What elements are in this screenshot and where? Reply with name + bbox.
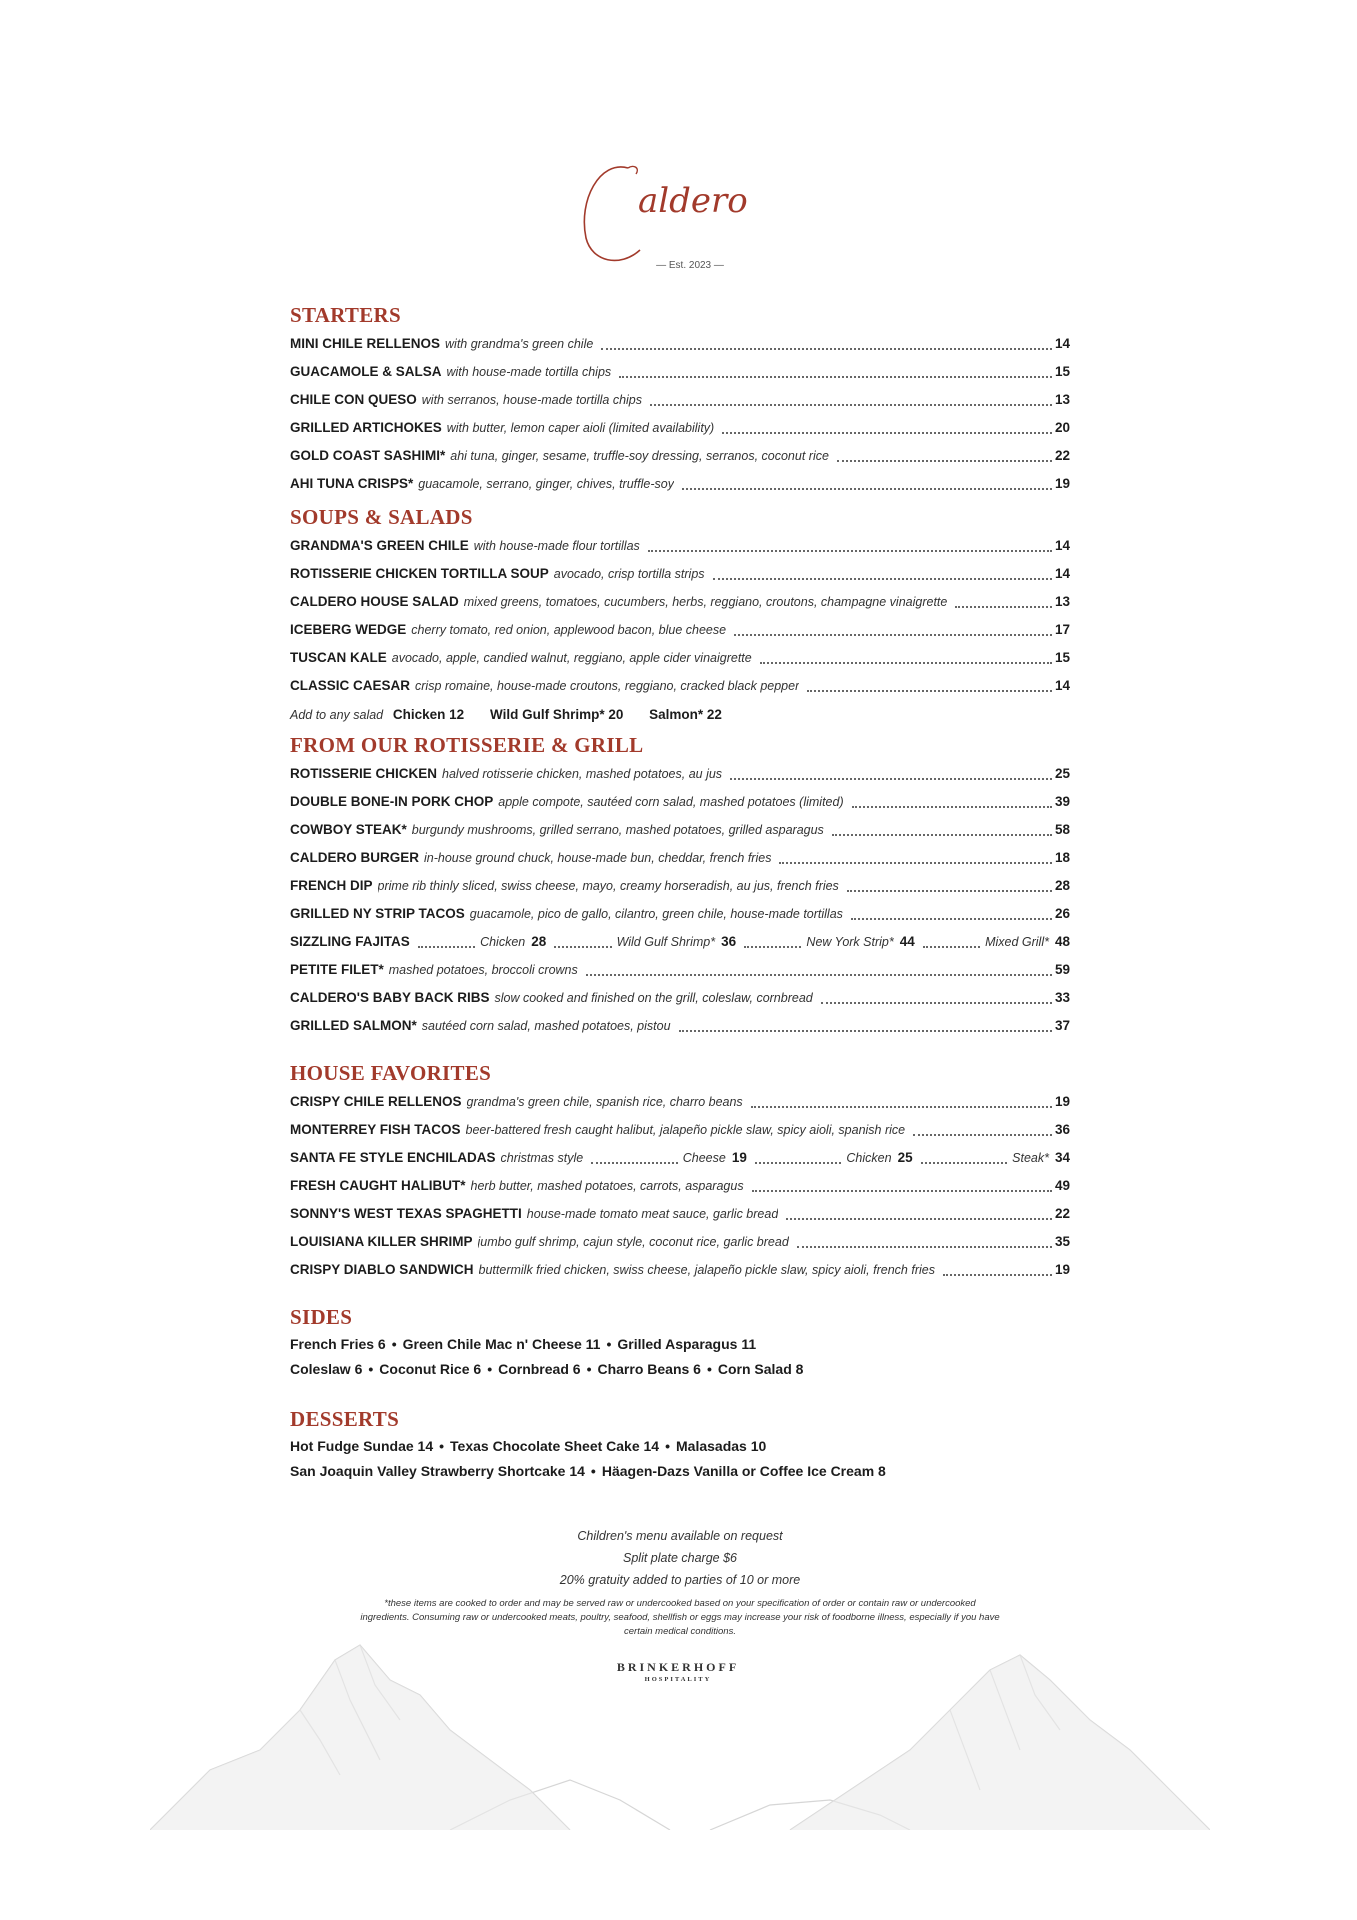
item-name: ICEBERG WEDGE: [290, 622, 407, 637]
menu-item: [290, 816, 1070, 844]
item-description: jumbo gulf shrimp, cajun style, coconut rice, garlic bread: [477, 1235, 789, 1249]
item-options: [410, 928, 1070, 956]
item-name: GRILLED SALMON*: [290, 1018, 417, 1033]
addon-option: Wild Gulf Shrimp* 20: [489, 707, 624, 722]
item-price: 20: [1054, 420, 1070, 435]
menu-item: [290, 644, 1070, 672]
leader-dots: [821, 1002, 1052, 1004]
option-price: 48: [1054, 934, 1070, 949]
leader-dots: [837, 460, 1052, 462]
leader-dots: [679, 1030, 1052, 1032]
brand-sub: HOSPITALITY: [644, 1676, 712, 1683]
item-option: [915, 928, 1070, 956]
item-name: LOUISIANA KILLER SHRIMP: [290, 1234, 473, 1249]
addon-option: Chicken 12: [392, 707, 465, 722]
item-name: TUSCAN KALE: [290, 650, 387, 665]
bullet-separator: •: [391, 1336, 397, 1352]
menu-item: [290, 442, 1070, 470]
menu-item: [290, 560, 1070, 588]
menu-item: [290, 330, 1070, 358]
section-title-house-favorites: HOUSE FAVORITES: [290, 1061, 492, 1085]
menu-item: [290, 788, 1070, 816]
item-description: mashed potatoes, broccoli crowns: [388, 963, 578, 977]
item-description: beer-battered fresh caught halibut, jalapeño pickle slaw, spicy aioli, spanish rice: [465, 1123, 906, 1137]
option-price: 34: [1054, 1150, 1071, 1165]
menu-item: [290, 532, 1070, 560]
menu-item: [290, 928, 1070, 956]
item-price: 28: [1054, 878, 1070, 893]
item-price: 19: [1054, 1262, 1070, 1277]
menu-item: [290, 1012, 1070, 1040]
menu-item: [290, 672, 1070, 700]
menu-item: [290, 414, 1070, 442]
option-price: 36: [721, 934, 737, 949]
menu-item: [290, 1116, 1070, 1144]
item-name: CALDERO'S BABY BACK RIBS: [290, 990, 490, 1005]
menu-item: [290, 844, 1070, 872]
bullet-separator: •: [439, 1438, 445, 1454]
leader-dots: [797, 1246, 1052, 1248]
salad-addons: [290, 704, 1070, 730]
leader-dots: [554, 946, 611, 948]
bullet-separator: •: [487, 1361, 493, 1377]
item-name: GRILLED ARTICHOKES: [290, 420, 442, 435]
footer-line: 20% gratuity added to parties of 10 or more: [559, 1573, 801, 1587]
addon-option: Salmon* 22: [649, 707, 722, 722]
section-title-desserts: DESSERTS: [290, 1407, 400, 1431]
caldero-logo: [560, 140, 820, 280]
item-price: 39: [1054, 794, 1070, 809]
leader-dots: [648, 550, 1052, 552]
option-label: Chicken: [480, 935, 526, 949]
item-option: [913, 1144, 1070, 1172]
menu-item: [290, 1256, 1070, 1284]
footer-line: Children's menu available on request: [577, 1529, 783, 1543]
item-name: GUACAMOLE & SALSA: [290, 364, 442, 379]
item-name: COWBOY STEAK*: [290, 822, 407, 837]
option-label: Chicken: [846, 1151, 892, 1165]
option-label: Cheese: [682, 1151, 726, 1165]
menu-item: [290, 1144, 1070, 1172]
section-title-sides: SIDES: [290, 1305, 353, 1329]
item-name: FRENCH DIP: [290, 878, 373, 893]
leader-dots: [752, 1190, 1052, 1192]
item-name: CHILE CON QUESO: [290, 392, 417, 407]
item-name: MONTERREY FISH TACOS: [290, 1122, 461, 1137]
item-name: GOLD COAST SASHIMI*: [290, 448, 446, 463]
item-name: DOUBLE BONE-IN PORK CHOP: [290, 794, 494, 809]
menu-item: [290, 1172, 1070, 1200]
bullet-separator: •: [586, 1361, 592, 1377]
leader-dots: [744, 946, 801, 948]
item-name: GRANDMA'S GREEN CHILE: [290, 538, 469, 553]
leader-dots: [955, 606, 1052, 608]
menu-item: [290, 900, 1070, 928]
item-description: avocado, crisp tortilla strips: [553, 567, 705, 581]
bullet-separator: •: [368, 1361, 374, 1377]
mountains-illustration: [150, 1600, 1210, 1830]
leader-dots: [734, 634, 1052, 636]
menu-item: [290, 1200, 1070, 1228]
item-description: with house-made tortilla chips: [446, 365, 612, 379]
item-description: buttermilk fried chicken, swiss cheese, jalapeño pickle slaw, spicy aioli, french fries: [478, 1263, 935, 1277]
leader-dots: [923, 946, 980, 948]
item-name: CALDERO BURGER: [290, 850, 420, 865]
item-name: ROTISSERIE CHICKEN: [290, 766, 438, 781]
item-description: in-house ground chuck, house-made bun, cheddar, french fries: [424, 851, 772, 865]
leader-dots: [851, 918, 1052, 920]
item-description: prime rib thinly sliced, swiss cheese, mayo, creamy horseradish, au jus, french fries: [377, 879, 839, 893]
item-price: 58: [1054, 822, 1070, 837]
item-price: 35: [1054, 1234, 1070, 1249]
addon-lead: Add to any salad: [290, 708, 384, 722]
leader-dots: [619, 376, 1052, 378]
option-label: Steak*: [1012, 1151, 1049, 1165]
item-description: with butter, lemon caper aioli (limited availability): [446, 421, 715, 435]
item-description: with house-made flour tortillas: [473, 539, 640, 553]
bullet-separator: •: [665, 1438, 670, 1454]
list-entry: Charro Beans 6: [597, 1361, 701, 1377]
item-price: 14: [1054, 566, 1070, 581]
leader-dots: [730, 778, 1052, 780]
item-price: 59: [1054, 962, 1070, 977]
item-description: house-made tomato meat sauce, garlic bread: [526, 1207, 779, 1221]
item-description: sautéed corn salad, mashed potatoes, pistou: [421, 1019, 671, 1033]
favorites-list: [290, 1088, 1070, 1284]
item-options: [583, 1144, 1070, 1172]
option-label: Wild Gulf Shrimp*: [616, 935, 716, 949]
item-price: 15: [1054, 364, 1070, 379]
list-entry: Malasadas 10: [676, 1438, 767, 1454]
item-name: GRILLED NY STRIP TACOS: [290, 906, 465, 921]
section-title-soups-salads: SOUPS & SALADS: [290, 505, 473, 529]
item-price: 33: [1054, 990, 1070, 1005]
list-entry: Coleslaw 6: [290, 1361, 363, 1377]
item-description: christmas style: [500, 1151, 584, 1165]
item-price: 15: [1054, 650, 1070, 665]
list-entry: Cornbread 6: [498, 1361, 581, 1377]
option-label: New York Strip*: [806, 935, 894, 949]
option-price: 44: [899, 934, 915, 949]
leader-dots: [943, 1274, 1052, 1276]
leader-dots: [650, 404, 1052, 406]
item-option: [736, 928, 915, 956]
leader-dots: [807, 690, 1052, 692]
item-name: FRESH CAUGHT HALIBUT*: [290, 1178, 466, 1193]
item-price: 13: [1054, 594, 1070, 609]
leader-dots: [722, 432, 1052, 434]
list-entry: Grilled Asparagus 11: [617, 1336, 757, 1352]
item-price: 19: [1054, 476, 1070, 491]
option-label: Mixed Grill*: [985, 935, 1049, 949]
item-price: 37: [1054, 1018, 1070, 1033]
list-entry: Corn Salad 8: [717, 1361, 804, 1377]
leader-dots: [847, 890, 1052, 892]
item-name: SONNY'S WEST TEXAS SPAGHETTI: [290, 1206, 522, 1221]
item-price: 25: [1054, 766, 1070, 781]
leader-dots: [751, 1106, 1052, 1108]
menu-item: [290, 358, 1070, 386]
item-description: crisp romaine, house-made croutons, reggiano, cracked black pepper: [415, 679, 800, 693]
menu-item: [290, 956, 1070, 984]
item-price: 19: [1054, 1094, 1070, 1109]
menu-item: [290, 872, 1070, 900]
item-name: MINI CHILE RELLENOS: [290, 336, 441, 351]
leader-dots: [713, 578, 1052, 580]
item-description: slow cooked and finished on the grill, coleslaw, cornbread: [494, 991, 813, 1005]
item-name: CALDERO HOUSE SALAD: [290, 594, 459, 609]
leader-dots: [760, 662, 1052, 664]
leader-dots: [418, 946, 475, 948]
item-description: guacamole, serrano, ginger, chives, truffle-soy: [418, 477, 674, 491]
section-title-grill: FROM OUR ROTISSERIE & GRILL: [290, 733, 644, 757]
leader-dots: [921, 1162, 1008, 1164]
leader-dots: [832, 834, 1052, 836]
item-name: CLASSIC CAESAR: [290, 678, 411, 693]
option-price: 19: [731, 1150, 747, 1165]
menu-content: [290, 300, 1070, 1484]
item-price: 49: [1054, 1178, 1070, 1193]
item-price: 14: [1054, 538, 1070, 553]
item-description: avocado, apple, candied walnut, reggiano, apple cider vinaigrette: [391, 651, 752, 665]
item-description: grandma's green chile, spanish rice, charro beans: [466, 1095, 743, 1109]
item-description: mixed greens, tomatoes, cucumbers, herbs, reggiano, croutons, champagne vinaigrette: [463, 595, 948, 609]
item-description: herb butter, mashed potatoes, carrots, asparagus: [470, 1179, 744, 1193]
logo-est: — Est. 2023 —: [656, 260, 724, 271]
desserts-line-1: [290, 1434, 1070, 1459]
leader-dots: [786, 1218, 1052, 1220]
item-price: 36: [1054, 1122, 1070, 1137]
item-name: CRISPY DIABLO SANDWICH: [290, 1262, 474, 1277]
item-option: [546, 928, 736, 956]
item-name: CRISPY CHILE RELLENOS: [290, 1094, 462, 1109]
item-option: [747, 1144, 913, 1172]
starters-list: [290, 330, 1070, 498]
menu-item: [290, 386, 1070, 414]
item-option: [410, 928, 547, 956]
soups-list: [290, 532, 1070, 700]
leader-dots: [682, 488, 1052, 490]
item-price: 13: [1054, 392, 1070, 407]
list-entry: Hot Fudge Sundae 14: [290, 1438, 434, 1454]
item-description: ahi tuna, ginger, sesame, truffle-soy dressing, serranos, coconut rice: [450, 449, 829, 463]
list-entry: Coconut Rice 6: [379, 1361, 482, 1377]
menu-item: [290, 1228, 1070, 1256]
brinkerhoff-logo: [578, 1660, 778, 1683]
leader-dots: [913, 1134, 1052, 1136]
grill-list: [290, 760, 1070, 1040]
brand-name: BRINKERHOFF: [616, 1660, 740, 1674]
item-description: guacamole, pico de gallo, cilantro, green chile, house-made tortillas: [469, 907, 843, 921]
leader-dots: [586, 974, 1052, 976]
section-title-starters: STARTERS: [290, 303, 401, 327]
bullet-separator: •: [606, 1336, 612, 1352]
item-description: apple compote, sautéed corn salad, mashed potatoes (limited): [498, 795, 844, 809]
footer-disclaimer: *these items are cooked to order and may be served raw or undercooked based on your specification of order or contain raw or undercooked ingredients. Consuming raw or undercooked meats, poultry, seafood, shellfish or eggs may increase your risk of foodborne illness, especially if you have certain medical conditions.: [360, 1598, 1000, 1637]
leader-dots: [601, 348, 1052, 350]
sides-line-1: [290, 1332, 1070, 1357]
leader-dots: [591, 1162, 678, 1164]
menu-item: [290, 760, 1070, 788]
footer-line: Split plate charge $6: [623, 1551, 737, 1565]
item-name: PETITE FILET*: [290, 962, 384, 977]
list-entry: San Joaquin Valley Strawberry Shortcake 14: [290, 1463, 585, 1479]
item-name: ROTISSERIE CHICKEN TORTILLA SOUP: [290, 566, 549, 581]
desserts-line-2: [290, 1459, 1070, 1484]
menu-item: [290, 984, 1070, 1012]
item-price: 26: [1054, 906, 1070, 921]
item-description: with grandma's green chile: [445, 337, 594, 351]
item-price: 14: [1054, 336, 1070, 351]
menu-item: [290, 470, 1070, 498]
option-price: 25: [897, 1150, 913, 1165]
item-price: 22: [1054, 448, 1070, 463]
bullet-separator: •: [706, 1361, 712, 1377]
menu-item: [290, 616, 1070, 644]
list-entry: Green Chile Mac n' Cheese 11: [402, 1336, 601, 1352]
item-price: 17: [1054, 622, 1070, 637]
option-price: 28: [531, 934, 547, 949]
sides-line-2: [290, 1357, 1070, 1382]
leader-dots: [852, 806, 1052, 808]
item-option: [583, 1144, 747, 1172]
item-name: AHI TUNA CRISPS*: [290, 476, 414, 491]
menu-item: [290, 1088, 1070, 1116]
list-entry: Häagen-Dazs Vanilla or Coffee Ice Cream 8: [601, 1463, 886, 1479]
leader-dots: [755, 1162, 842, 1164]
item-description: halved rotisserie chicken, mashed potatoes, au jus: [442, 767, 723, 781]
logo-script: aldero: [638, 181, 748, 221]
item-description: burgundy mushrooms, grilled serrano, mashed potatoes, grilled asparagus: [411, 823, 824, 837]
item-price: 22: [1054, 1206, 1070, 1221]
item-price: 18: [1054, 850, 1070, 865]
list-entry: French Fries 6: [290, 1336, 386, 1352]
item-name: SANTA FE STYLE ENCHILADAS: [290, 1150, 496, 1165]
item-price: 14: [1054, 678, 1070, 693]
item-name: SIZZLING FAJITAS: [290, 934, 410, 949]
bullet-separator: •: [590, 1463, 596, 1479]
list-entry: Texas Chocolate Sheet Cake 14: [450, 1438, 660, 1454]
menu-item: [290, 588, 1070, 616]
item-description: with serranos, house-made tortilla chips: [421, 393, 643, 407]
leader-dots: [779, 862, 1052, 864]
item-description: cherry tomato, red onion, applewood bacon, blue cheese: [411, 623, 727, 637]
